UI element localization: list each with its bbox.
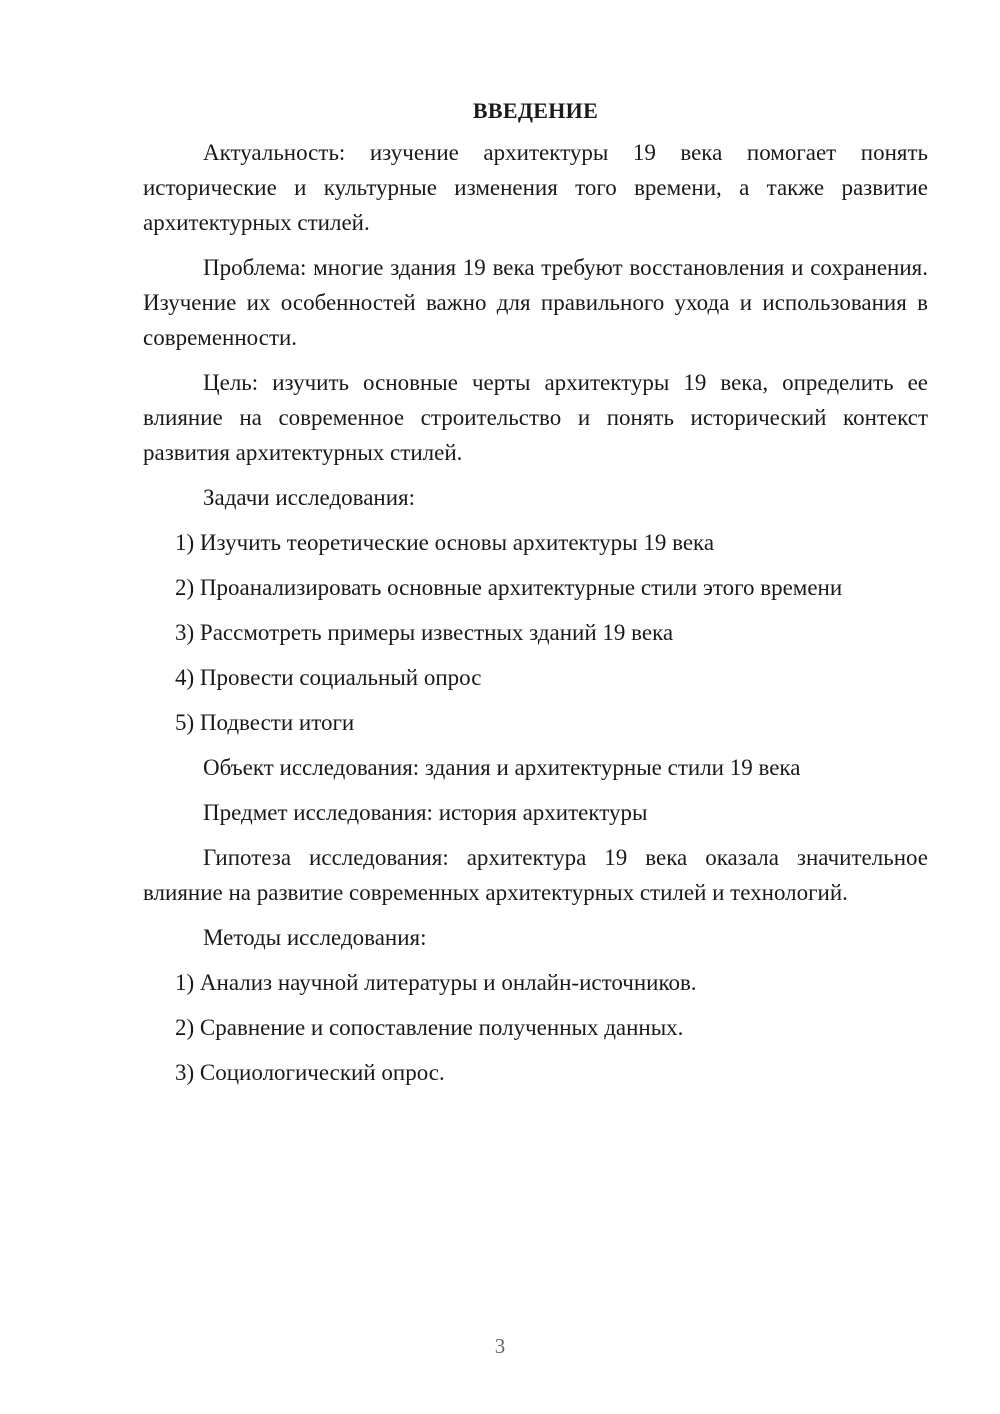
document-body [143, 96, 928, 1100]
tasks-label: Задачи исследования: [203, 485, 416, 510]
hypothesis-paragraph: Гипотеза исследования: архитектура 19 века оказала значительное влияние на развитие современных архитектурных стилей и технологий. [143, 845, 928, 905]
list-item: 1) Анализ научной литературы и онлайн-источников. [175, 970, 697, 995]
methods-list [143, 965, 928, 1090]
methods-label: Методы исследования: [203, 925, 427, 950]
goal-paragraph: Цель: изучить основные черты архитектуры 19 века, определить ее влияние на современное строительство и понять исторический контекст развития архитектурных стилей. [143, 370, 928, 465]
list-item: 3) Социологический опрос. [175, 1060, 445, 1085]
list-item: 4) Провести социальный опрос [175, 665, 482, 690]
section-heading: ВВЕДЕНИЕ [472, 98, 599, 123]
list-item: 2) Проанализировать основные архитектурные стили этого времени [175, 575, 843, 600]
tasks-list [143, 525, 928, 740]
list-item: 1) Изучить теоретические основы архитектуры 19 века [175, 530, 715, 555]
object-line: Объект исследования: здания и архитектурные стили 19 века [203, 755, 801, 780]
relevance-paragraph: Актуальность: изучение архитектуры 19 века помогает понять исторические и культурные изменения того времени, а также развитие архитектурных стилей. [143, 140, 928, 235]
subject-line: Предмет исследования: история архитектуры [203, 800, 648, 825]
list-item: 5) Подвести итоги [175, 710, 355, 735]
list-item: 2) Сравнение и сопоставление полученных данных. [175, 1015, 684, 1040]
page-number: 3 [494, 1334, 506, 1358]
problem-paragraph: Проблема: многие здания 19 века требуют восстановления и сохранения. Изучение их особенностей важно для правильного ухода и использования в современности. [143, 255, 928, 350]
list-item: 3) Рассмотреть примеры известных зданий 19 века [175, 620, 674, 645]
